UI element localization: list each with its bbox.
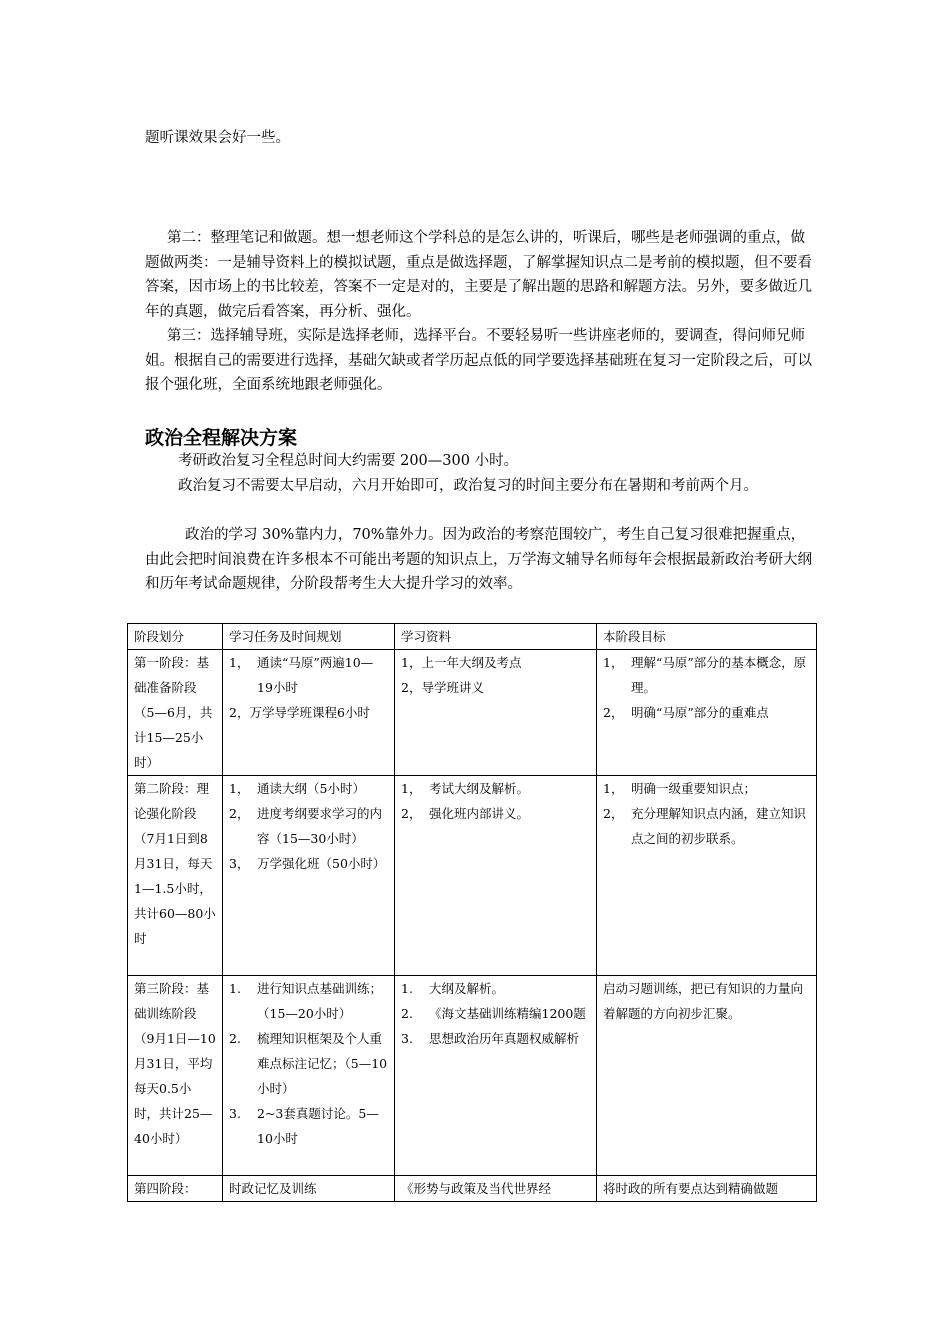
list-item: 1. 大纲及解析。 [401,981,505,996]
stage-cell: 第二阶段：理论强化阶段（7月1日到8月31日，每天1—1.5小时，共计60—80小时 [128,776,223,976]
goals-cell [597,650,817,776]
list-item: 1， 考试大纲及解析。 [401,781,530,796]
list-item: 2，导学班讲义 [401,680,484,695]
list-item: 3. 思想政治历年真题权威解析 [401,1031,580,1046]
list-item: 2， 进度考纲要求学习的内容（15—30小时） [229,806,383,846]
tasks-cell [223,650,395,776]
list-item: 1， 通读“马原”两遍10—19小时 [229,655,374,695]
section-paragraph-3: 政治的学习 30%靠内力，70%靠外力。因为政治的考察范围较广，考生自己复习很难把握重点，由此会把时间浪费在许多根本不可能出考题的知识点上，万学海文辅导名师每年会根据最新政治考研大纲和历年考试命题规律，分阶段帮考生大大提升学习的效率。 [145,527,812,592]
study-plan-table [127,623,817,1202]
header-materials: 学习资料 [395,624,597,650]
section-paragraph-2: 政治复习不需要太早启动，六月开始即可，政治复习的时间主要分布在暑期和考前两个月。 [178,478,758,494]
header-goals: 本阶段目标 [597,624,817,650]
list-item: 2. 《海文基础训练精编1200题 [401,1006,586,1021]
list-item: 2， 强化班内部讲义。 [401,806,530,821]
list-item: 3， 万学强化班（50小时） [229,856,386,871]
table-header-row [128,624,817,650]
materials-cell [395,776,597,976]
tasks-cell: 时政记忆及训练 [223,1176,395,1202]
section-paragraph-1: 考研政治复习全程总时间大约需要 200—300 小时。 [178,453,519,469]
materials-cell: 《形势与政策及当代世界经 [395,1176,597,1202]
stage-cell: 第三阶段：基础训练阶段（9月1日—10月31日，平均每天0.5小时，共计25—40小时） [128,976,223,1176]
list-item: 1，上一年大纲及考点 [401,655,522,670]
section-title: 政治全程解决方案 [145,427,298,449]
list-item: 1， 通读大纲（5小时） [229,781,365,796]
table-row [128,650,817,776]
tip-third-paragraph: 第三：选择辅导班，实际是选择老师，选择平台。不要轻易听一些讲座老师的，要调查，得问师兄师姐。根据自己的需要进行选择，基础欠缺或者学历起点低的同学要选择基础班在复习一定阶段之后，可以报个强化班，全面系统地跟老师强化。 [145,328,812,393]
tasks-cell [223,976,395,1176]
stage-cell: 第一阶段：基础准备阶段（5—6月，共计15—25小时） [128,650,223,776]
header-stage: 阶段划分 [128,624,223,650]
list-item: 2， 充分理解知识点内涵，建立知识点之间的初步联系。 [603,806,807,846]
materials-cell [395,650,597,776]
tasks-cell [223,776,395,976]
goals-cell [597,776,817,976]
stage-cell: 第四阶段： [128,1176,223,1202]
list-item: 1， 理解“马原”部分的基本概念，原理。 [603,655,807,695]
goals-cell: 将时政的所有要点达到精确做题 [597,1176,817,1202]
list-item: 1. 进行知识点基础训练；（15—20小时） [229,981,383,1021]
intro-line: 题听课效果会好一些。 [145,130,290,146]
list-item: 2， 明确“马原”部分的重难点 [603,705,769,720]
header-tasks: 学习任务及时间规划 [223,624,395,650]
list-item: 2，万学导学班课程6小时 [229,705,370,720]
table-row [128,976,817,1176]
table-row [128,1176,817,1202]
table-row [128,776,817,976]
list-item: 1， 明确一级重要知识点； [603,781,757,796]
materials-cell [395,976,597,1176]
list-item: 2. 梳理知识框架及个人重难点标注记忆；（5—10小时） [229,1031,388,1096]
goals-cell: 启动习题训练，把已有知识的力量向着解题的方向初步汇聚。 [597,976,817,1176]
tip-second-paragraph: 第二：整理笔记和做题。想一想老师这个学科总的是怎么讲的，听课后，哪些是老师强调的重点，做题做两类：一是辅导资料上的模拟试题，重点是做选择题，了解掌握知识点二是考前的模拟题，但不要看答案，因市场上的书比较差，答案不一定是对的，主要是了解出题的思路和解题方法。另外，要多做近几年的真题，做完后看答案，再分析、强化。 [145,230,812,320]
list-item: 3. 2~3套真题讨论。5—10小时 [229,1106,379,1146]
